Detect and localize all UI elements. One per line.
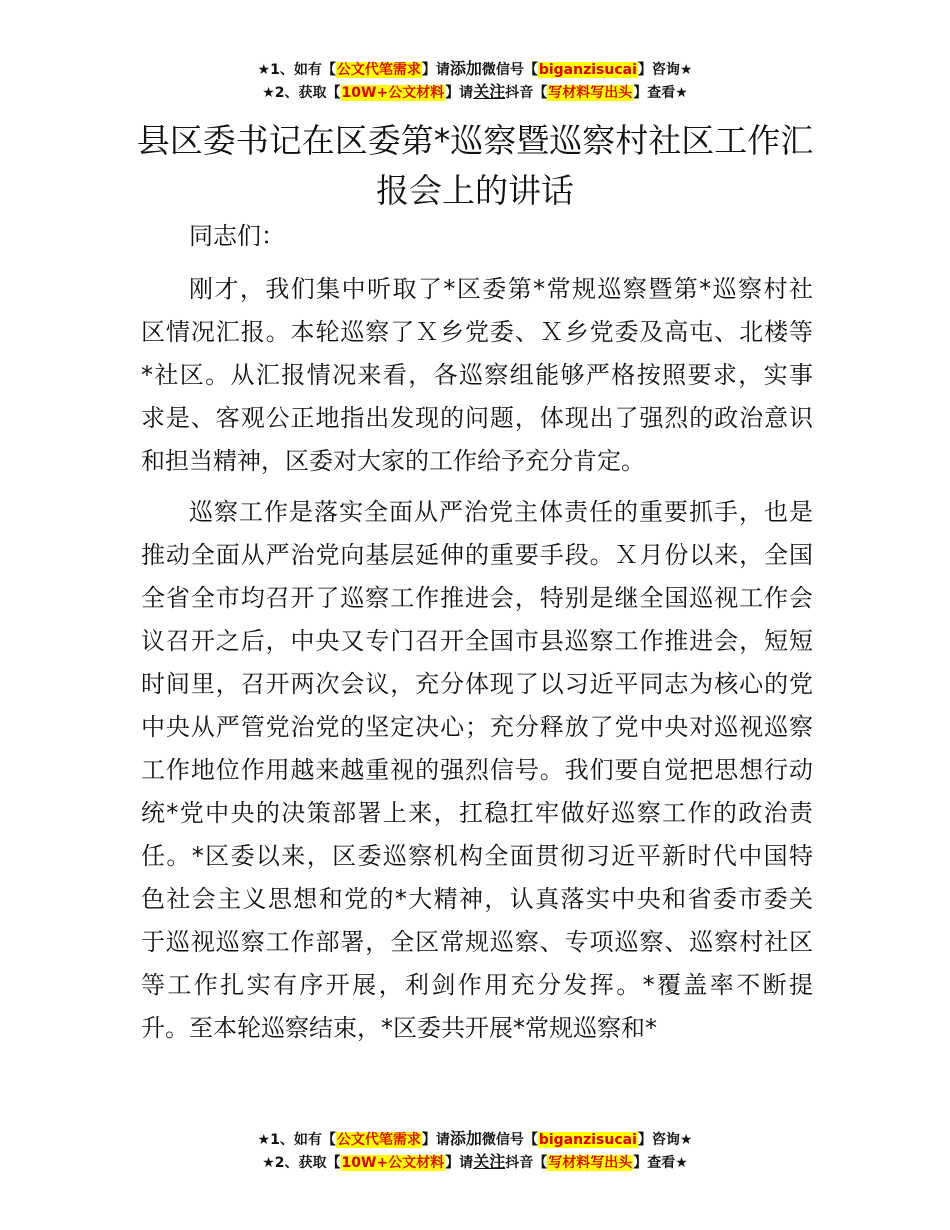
promo-line-2 [0,81,950,104]
promo-text: 微信号【 [481,62,538,78]
promo-text: 】咨询★ [637,62,693,78]
highlight-materials: 10W+公文材料 [341,85,445,101]
salutation: 同志们： [189,222,285,250]
highlight-wechat-id: biganzisucai [538,1132,637,1148]
paragraph-line: 任。*区委以来，区委巡察机构全面贯彻习近平新时代中国特 [141,842,813,870]
highlight-douyin: 写材料写出头 [548,85,633,101]
highlight-ghostwriting: 公文代笔需求 [336,62,421,78]
paragraph-1 [141,268,813,483]
promo-footer [0,1128,950,1174]
paragraph-2 [141,491,813,1050]
paragraph-line: 工作地位作用越来越重视的强烈信号。我们要自觉把思想行动 [141,756,813,784]
paragraph-line: 统*党中央的决策部署上来，扛稳扛牢做好巡察工作的政治责 [141,799,813,827]
promo-text: 】查看★ [633,1155,688,1171]
promo-line-1 [0,58,950,81]
highlight-wechat-id: biganzisucai [538,62,637,78]
paragraph-line: 和担当精神，区委对大家的工作给予充分肯定。 [141,447,645,475]
promo-emphasis: 关注 [473,82,506,101]
paragraph-line: 区情况汇报。本轮巡察了Ｘ乡党委、Ｘ乡党委及高屯、北楼等 [141,318,813,346]
document-title [135,116,815,216]
promo-emphasis: 添加 [449,59,482,78]
paragraph-line: 推动全面从严治党向基层延伸的重要手段。Ｘ月份以来，全国 [141,541,813,569]
promo-text: 】请 [445,1155,474,1171]
promo-text: 抖音【 [505,85,548,101]
promo-text: 】咨询★ [637,1132,693,1148]
promo-text: ★2、获取【 [262,85,341,101]
promo-text: ★1、如有【 [257,1132,336,1148]
title-line-2: 报会上的讲话 [376,171,574,210]
paragraph-line: 升。至本轮巡察结束，*区委共开展*常规巡察和* [141,1014,657,1042]
paragraph-line: 色社会主义思想和党的*大精神，认真落实中央和省委市委关 [141,885,813,913]
paragraph-line: 时间里，召开两次会议，充分体现了以习近平同志为核心的党 [141,670,813,698]
highlight-materials: 10W+公文材料 [341,1155,445,1171]
promo-text: 抖音【 [505,1155,548,1171]
title-line-1: 县区委书记在区委第*巡察暨巡察村社区工作汇 [136,121,814,160]
paragraph-line: 议召开之后，中央又专门召开全国市县巡察工作推进会，短短 [141,627,813,655]
promo-line-1 [0,1128,950,1151]
paragraph-line: 巡察工作是落实全面从严治党主体责任的重要抓手，也是 [189,498,813,526]
promo-text: ★2、获取【 [262,1155,341,1171]
paragraph-line: 于巡视巡察工作部署，全区常规巡察、专项巡察、巡察村社区 [141,928,813,956]
promo-text: ★1、如有【 [257,62,336,78]
paragraph-line: 求是、客观公正地指出发现的问题，体现出了强烈的政治意识 [141,404,813,432]
promo-emphasis: 关注 [473,1152,506,1171]
highlight-douyin: 写材料写出头 [548,1155,633,1171]
paragraph-line: 等工作扎实有序开展，利剑作用充分发挥。*覆盖率不断提 [141,971,813,999]
paragraph-line: *社区。从汇报情况来看，各巡察组能够严格按照要求，实事 [141,361,813,389]
promo-text: 】请 [421,1132,450,1148]
promo-text: 微信号【 [481,1132,538,1148]
paragraph-line: 全省全市均召开了巡察工作推进会，特别是继全国巡视工作会 [141,584,813,612]
promo-text: 】请 [445,85,474,101]
promo-emphasis: 添加 [449,1129,482,1148]
highlight-ghostwriting: 公文代笔需求 [336,1132,421,1148]
promo-text: 】请 [421,62,450,78]
promo-header [0,58,950,104]
promo-line-2 [0,1151,950,1174]
paragraph-line: 刚才，我们集中听取了*区委第*常规巡察暨第*巡察村社 [189,275,813,303]
paragraph-line: 中央从严管党治党的坚定决心；充分释放了党中央对巡视巡察 [141,713,813,741]
promo-text: 】查看★ [633,85,688,101]
